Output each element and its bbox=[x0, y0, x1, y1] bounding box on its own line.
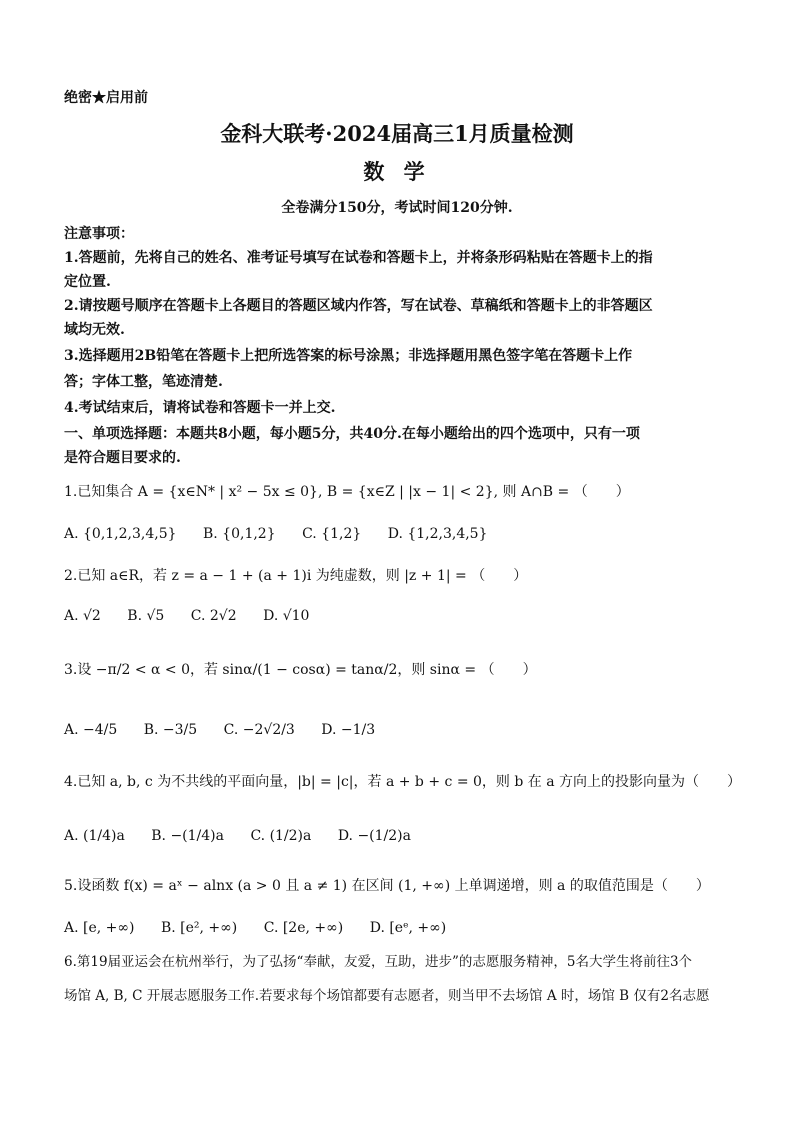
subject-title: 数 学 bbox=[363, 159, 431, 184]
question-4-stem: 4.已知 a, b, c 为不共线的平面向量，|b| = |c|，若 a + b + c = 0，则 b 在 a 方向上的投影向量为（ ） bbox=[64, 774, 742, 790]
option-c: C. −2√2/3 bbox=[223, 722, 295, 738]
option-b: B. √5 bbox=[127, 608, 165, 624]
question-2-stem: 2.已知 a∈R，若 z = a − 1 + (a + 1)i 为纯虚数，则 |z + 1| = （ ） bbox=[64, 568, 528, 584]
question-2-options bbox=[64, 606, 331, 626]
option-b: B. [e², +∞) bbox=[160, 920, 238, 936]
option-a: A. {0,1,2,3,4,5} bbox=[64, 526, 177, 542]
option-d: D. −1/3 bbox=[321, 722, 376, 738]
option-d: D. [eᵉ, +∞) bbox=[369, 920, 447, 936]
option-a: A. [e, +∞) bbox=[64, 920, 135, 936]
question-6-stem-line: 场馆 A, B, C 开展志愿服务工作.若要求每个场馆都要有志愿者，则当甲不去场馆 A 时，场馆 B 仅有2名志愿 bbox=[64, 988, 710, 1004]
score-line: 全卷满分150分，考试时间120分钟. bbox=[281, 200, 513, 216]
note-line: 4.考试结束后，请将试卷和答题卡一并上交. bbox=[64, 400, 336, 416]
option-d: D. {1,2,3,4,5} bbox=[387, 526, 488, 542]
section-heading: 一、单项选择题：本题共8小题，每小题5分，共40分.在每小题给出的四个选项中，只有一项 bbox=[64, 426, 640, 442]
option-a: A. √2 bbox=[64, 608, 101, 624]
note-line: 2.请按题号顺序在答题卡上各题目的答题区域内作答，写在试卷、草稿纸和答题卡上的非答题区 bbox=[64, 298, 653, 314]
question-3-options bbox=[64, 720, 397, 740]
option-d: D. −(1/2)a bbox=[337, 828, 411, 844]
question-3-stem: 3.设 −π/2 < α < 0，若 sinα/(1 − cosα) = tanα/2，则 sinα = （ ） bbox=[64, 662, 537, 678]
note-line: 1.答题前，先将自己的姓名、准考证号填写在试卷和答题卡上，并将条形码粘贴在答题卡上的指 bbox=[64, 250, 653, 266]
option-b: B. −(1/4)a bbox=[151, 828, 224, 844]
note-line: 3.选择题用2B铅笔在答题卡上把所选答案的标号涂黑；非选择题用黑色签字笔在答题卡上作 bbox=[64, 348, 633, 364]
question-5-options bbox=[64, 918, 468, 938]
option-c: C. {1,2} bbox=[302, 526, 362, 542]
option-c: C. (1/2)a bbox=[250, 828, 312, 844]
question-1-stem: 1.已知集合 A = {x∈N* | x² − 5x ≤ 0}, B = {x∈Z | |x − 1| < 2}, 则 A∩B = （ ） bbox=[64, 484, 630, 500]
note-line: 答；字体工整，笔迹清楚. bbox=[64, 374, 223, 390]
exam-title: 金科大联考·2024届高三1月质量检测 bbox=[220, 121, 574, 146]
question-6-stem-line: 6.第19届亚运会在杭州举行，为了弘扬“奉献，友爱，互助，进步”的志愿服务精神，5名大学生将前往3个 bbox=[64, 954, 693, 970]
notes-heading: 注意事项： bbox=[64, 226, 134, 242]
option-c: C. [2e, +∞) bbox=[263, 920, 344, 936]
option-a: A. −4/5 bbox=[64, 722, 118, 738]
option-d: D. √10 bbox=[263, 608, 310, 624]
option-c: C. 2√2 bbox=[190, 608, 237, 624]
option-b: B. −3/5 bbox=[143, 722, 198, 738]
option-a: A. (1/4)a bbox=[64, 828, 125, 844]
question-1-options bbox=[64, 524, 510, 544]
secret-mark: 绝密★启用前 bbox=[64, 90, 148, 106]
question-5-stem: 5.设函数 f(x) = aˣ − alnx (a > 0 且 a ≠ 1) 在区间 (1, +∞) 上单调递增，则 a 的取值范围是（ ） bbox=[64, 878, 710, 894]
note-line: 域均无效. bbox=[64, 322, 125, 338]
question-4-options bbox=[64, 826, 433, 846]
note-line: 定位置. bbox=[64, 274, 111, 290]
section-heading-cont: 是符合题目要求的. bbox=[64, 450, 181, 466]
option-b: B. {0,1,2} bbox=[202, 526, 276, 542]
